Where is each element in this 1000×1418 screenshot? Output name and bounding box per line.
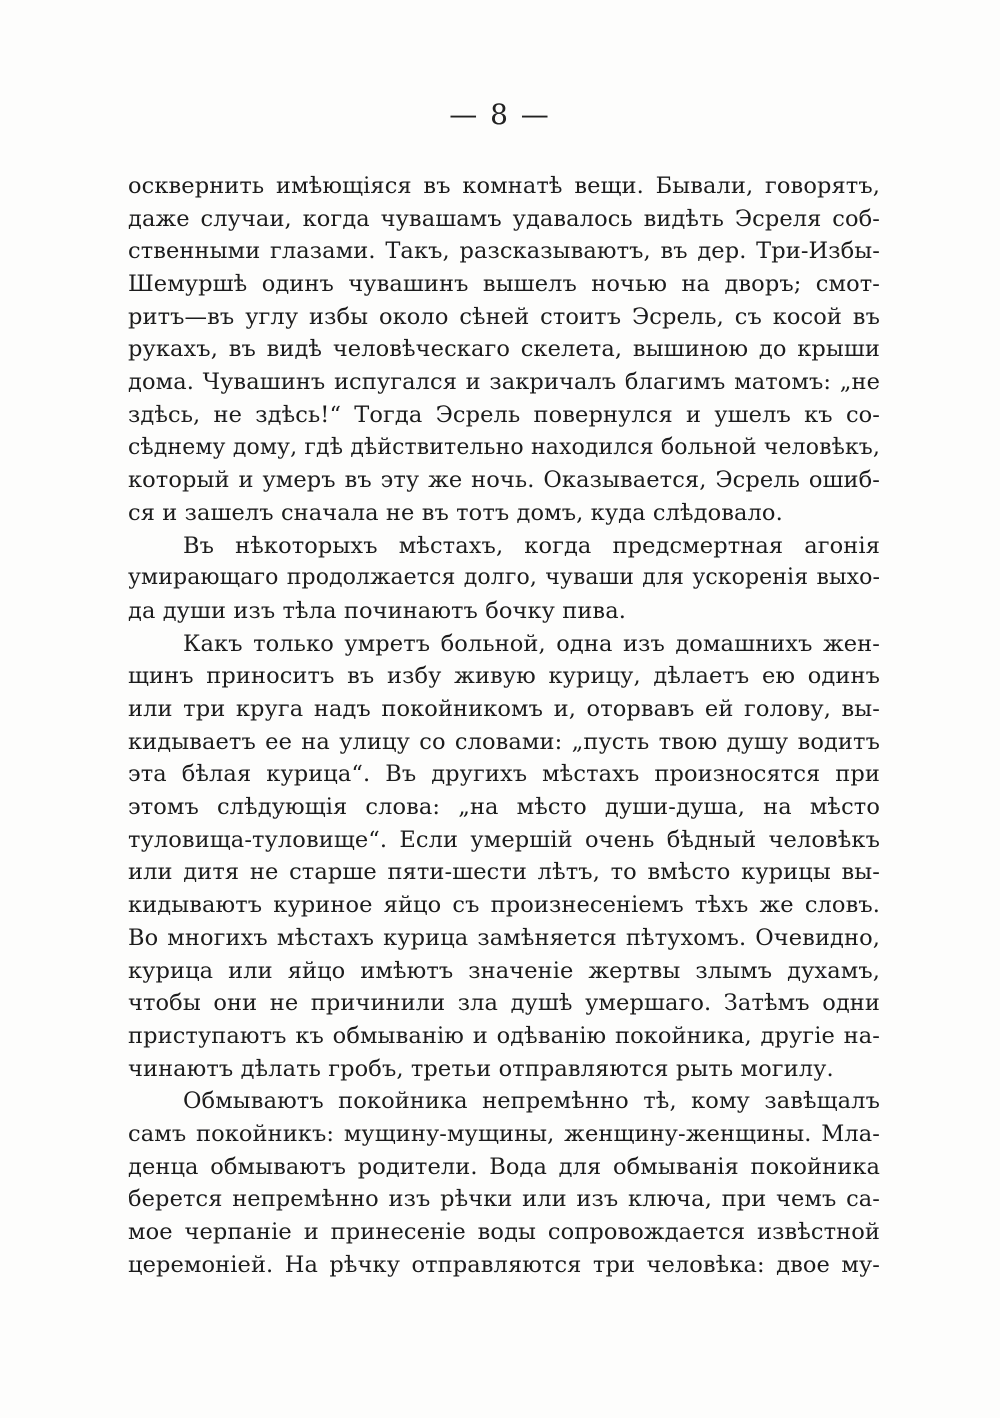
- text-line: осквернить имѣющіяся въ комнатѣ вещи. Бывали, говорятъ,: [128, 173, 880, 199]
- text-line: сѣднему дому, гдѣ дѣйствительно находился больной человѣкъ,: [128, 434, 880, 460]
- text-line: щинъ приноситъ въ избу живую курицу, дѣлаетъ ею одинъ: [128, 663, 880, 690]
- text-line: ритъ—въ углу избы около сѣней стоитъ Эсрель, съ косой въ: [128, 303, 880, 330]
- text-line: Шемуршѣ одинъ чувашинъ вышелъ ночью на дворъ; смот-: [128, 271, 880, 298]
- text-line: эта бѣлая курица“. Въ другихъ мѣстахъ произносятся при: [128, 761, 880, 788]
- text-line: церемоніей. На рѣчку отправляются три человѣка: двое му-: [128, 1251, 880, 1278]
- text-line: чтобы они не причинили зла душѣ умершаго. Затѣмъ одни: [128, 990, 880, 1017]
- paragraph-end-line: ся и зашелъ сначала не въ тотъ домъ, куда слѣдовало.: [128, 499, 783, 526]
- text-line: туловища-туловище“. Если умершій очень бѣдный человѣкъ: [128, 826, 880, 853]
- paragraph-end-line: чинаютъ дѣлать гробъ, третьи отправляются рыть могилу.: [128, 1055, 834, 1082]
- paragraph-end-line: да души изъ тѣла починаютъ бочку пива.: [128, 597, 626, 624]
- text-line: Во многихъ мѣстахъ курица замѣняется пѣтухомъ. Очевидно,: [128, 924, 880, 951]
- text-line: даже случаи, когда чувашамъ удавалось видѣть Эсреля соб-: [128, 205, 880, 232]
- text-line: ственными глазами. Такъ, разсказываютъ, въ дер. Три-Избы-: [128, 238, 880, 265]
- text-line: приступаютъ къ обмыванію и одѣванію покойника, другіе на-: [128, 1022, 880, 1049]
- body-text: [128, 170, 880, 1281]
- text-line: мое черпаніе и принесеніе воды сопровождается извѣстной: [128, 1219, 880, 1245]
- paragraph-start-line: Въ нѣкоторыхъ мѣстахъ, когда предсмертная агонія: [183, 532, 880, 559]
- text-line: умирающаго продолжается долго, чуваши для ускоренія выхо-: [128, 565, 880, 591]
- text-line: который и умеръ въ эту же ночь. Оказывается, Эсрель ошиб-: [128, 467, 880, 494]
- text-line: рукахъ, въ видѣ человѣческаго скелета, вышиною до крыши: [128, 336, 880, 363]
- text-line: берется непремѣнно изъ рѣчки или изъ ключа, при чемъ са-: [128, 1186, 880, 1213]
- text-line: кидываютъ куриное яйцо съ произнесеніемъ тѣхъ же словъ.: [128, 892, 880, 919]
- text-line: дома. Чувашинъ испугался и закричалъ благимъ матомъ: „не: [128, 369, 880, 396]
- text-line: курица или яйцо имѣютъ значеніе жертвы злымъ духамъ,: [128, 957, 880, 984]
- text-line: или три круга надъ покойникомъ и, оторвавъ ей голову, вы-: [128, 696, 880, 722]
- paragraph-start-line: Какъ только умретъ больной, одна изъ домашнихъ жен-: [183, 630, 880, 657]
- text-line: этомъ слѣдующія слова: „на мѣсто души-душа, на мѣсто: [128, 794, 880, 821]
- page-number: — 8 —: [449, 98, 551, 131]
- paragraph-start-line: Обмываютъ покойника непремѣнно тѣ, кому завѣщалъ: [183, 1088, 880, 1115]
- text-line: кидываетъ ее на улицу со словами: „пусть твою душу водитъ: [128, 728, 880, 755]
- text-line: или дитя не старше пяти-шести лѣтъ, то вмѣсто курицы вы-: [128, 859, 880, 886]
- text-line: денца обмываютъ родители. Вода для обмыванія покойника: [128, 1153, 880, 1180]
- text-line: самъ покойникъ: мущину-мущины, женщину-женщины. Мла-: [128, 1120, 880, 1147]
- text-line: здѣсь, не здѣсь!“ Тогда Эсрель повернулся и ушелъ къ со-: [128, 401, 880, 428]
